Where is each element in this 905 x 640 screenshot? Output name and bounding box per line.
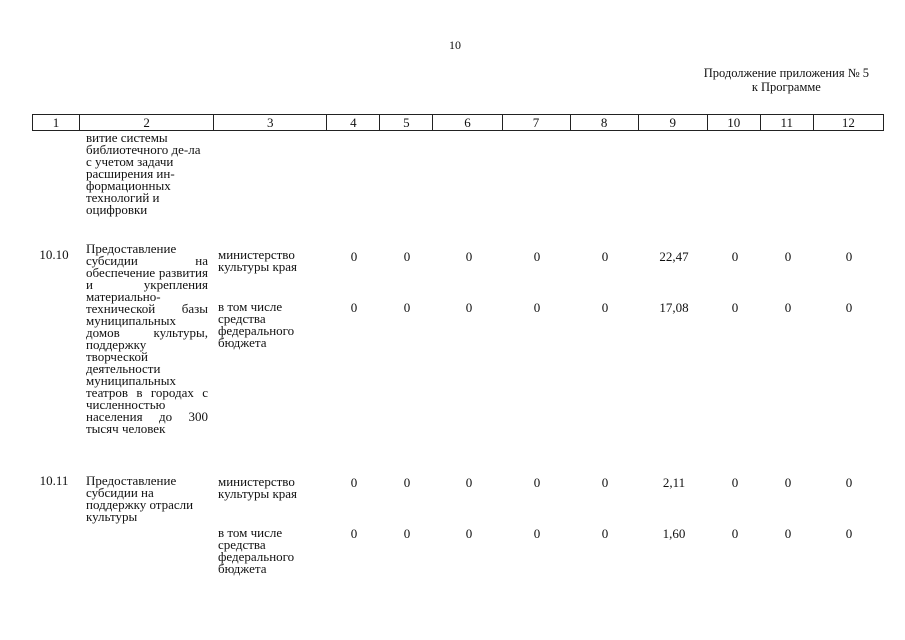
value-cell: 0 [350,475,358,490]
header-cell-9: 9 [638,115,707,131]
value-cell: 0 [784,300,792,315]
value-cell: 0 [845,475,853,490]
value-cell: 0 [533,526,541,541]
value-cell: 0 [403,249,411,264]
header-cell-11: 11 [760,115,813,131]
header-cell-5: 5 [380,115,433,131]
appendix-line-1: Продолжение приложения № 5 [703,66,869,80]
executor-ministry: министерство культуры края [218,247,298,274]
value-cell: 0 [601,475,609,490]
value-cell: 0 [731,249,739,264]
row-number: 10.10 [39,247,69,262]
value-cell: 0 [533,300,541,315]
value-cell: 0 [784,475,792,490]
value-cell: 0 [731,300,739,315]
value-cell: 0 [403,526,411,541]
value-cell: 0 [784,249,792,264]
value-cell: 17,08 [659,300,689,315]
appendix-line-2: к Программе [751,80,821,94]
value-cell: 0 [403,475,411,490]
header-cell-4: 4 [327,115,380,131]
row-number: 10.11 [39,473,69,488]
appendix-caption [704,66,869,94]
header-cell-7: 7 [502,115,570,131]
value-cell: 2,11 [662,475,686,490]
row-description: Предоставление субсидии на поддержку отрасли культуры [86,473,194,524]
value-cell: 0 [731,526,739,541]
value-cell: 0 [465,475,473,490]
header-cell-3: 3 [214,115,327,131]
value-cell: 0 [533,249,541,264]
value-cell: 0 [465,526,473,541]
value-cell: 0 [533,475,541,490]
executor-federal-budget: в том числе средства федерального бюджета [218,525,295,576]
header-cell-2: 2 [80,115,214,131]
value-cell: 0 [731,475,739,490]
continued-description: витие системы библиотечного де-ла с учетом задачи расширения ин-формационных технологий и оцифровки [86,130,201,217]
value-cell: 0 [845,249,853,264]
value-cell: 0 [601,249,609,264]
page-number: 10 [449,38,461,52]
header-cell-8: 8 [570,115,638,131]
column-number-header [32,114,884,131]
value-cell: 0 [784,526,792,541]
value-cell: 0 [350,526,358,541]
header-cell-6: 6 [433,115,502,131]
value-cell: 0 [465,300,473,315]
value-cell: 0 [845,300,853,315]
header-cell-10: 10 [707,115,760,131]
value-cell: 0 [465,249,473,264]
value-cell: 22,47 [659,249,689,264]
value-cell: 0 [845,526,853,541]
value-cell: 0 [601,300,609,315]
value-cell: 0 [350,249,358,264]
executor-federal-budget: в том числе средства федерального бюджета [218,299,295,350]
value-cell: 0 [601,526,609,541]
value-cell: 0 [350,300,358,315]
header-cell-1: 1 [33,115,80,131]
header-cell-12: 12 [813,115,883,131]
executor-ministry: министерство культуры края [218,474,298,501]
value-cell: 0 [403,300,411,315]
value-cell: 1,60 [662,526,686,541]
row-description: Предоставление субсидии на обеспечение развития и укрепления материально-технической базы муниципальных домов культуры, поддержку творческой деятельности муниципальных театров в городах с численностью населения до 300 тысяч человек [86,241,208,436]
